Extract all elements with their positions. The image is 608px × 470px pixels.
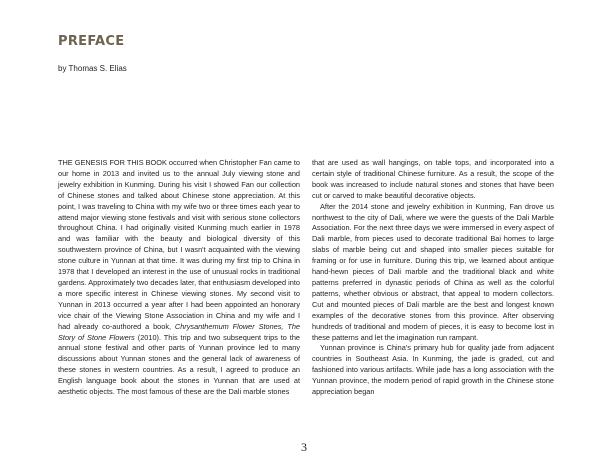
paragraph-text: THE GENESIS FOR THIS BOOK occurred when Christopher Fan came to our home in 2013 and invited us to the annual July viewing stone and jewelry exhibition in Kunming. During his visit I showed Fan our collection of Chinese stones and talked about Chinese stone appreciation. At this point, I was traveling to China with my wife two or three times each year to attend major viewing stone festivals and visit with serious stone collectors throughout China. I had originally visited Kunming much earlier in 1978 and was familiar with the beauty and biological diversity of this southwestern province of China, but I wasn't acquainted with the viewing stone culture in Yunnan at that time. It was during my first trip to China in 1978 that I developed an interest in the use of unusual rocks in traditional gardens. Approximately two decades later, that enthusiasm developed into a more specific interest in Chinese viewing stones. My second visit to Yunnan in 2013 occurred a year after I had been appointed an honorary vice chair of the Viewing Stone Association in China and my wife and I had already co-authored a book,	[58, 158, 300, 331]
paragraph-text: (2010). This trip and two subsequent trips to the annual stone festival and other parts of Yunnan province led to many discussions about Yunnan stones and the general lack of awareness of these stones in western countries. As a result, I agreed to produce an English language book about the stones in Yunnan that are used at aesthetic objects. The most famous of these are the Dali marble stones	[58, 332, 300, 397]
paragraph: Yunnan province is China's primary hub for quality jade from adjacent countries in Southeast Asia. In Kunming, the jade is graded, cut and fashioned into various artifacts. While jade has a long association with the Yunnan province, the modern period of rapid growth in the Chinese stone appreciation began	[312, 343, 554, 397]
author-byline: by Thomas S. Elias	[58, 64, 127, 73]
paragraph: After the 2014 stone and jewelry exhibition in Kunming, Fan drove us northwest to the city of Dali, where we were the guests of the Dali Marble Association. For the next three days we were immersed in every aspect of Dali marble, from pieces used to decorate traditional Bai homes to large slabs of marble being cut and shaped into smaller pieces suitable for framing or for use in furniture. During this trip, we learned about antique hand-hewn pieces of Dali marble and the traditional black and white patterns preferred in dynastic periods of China as well as the colorful patterns, whether obvious or abstract, that appeal to modern collectors. Cut and mounted pieces of Dali marble are the best and longest known examples of the decorative stones from this province. After observing hundreds of traditional and modern of pieces, it is easy to become lost in these patterns and let the imagination run rampant.	[312, 201, 554, 342]
book-title-italic: Chrysanthemum Flower Stones, The Story of Stone Flowers	[58, 321, 300, 342]
paragraph: that are used as wall hangings, on table tops, and incorporated into a certain style of traditional Chinese furniture. As a result, the scope of the book was increased to include natural stones and stones that have been cut or carved to make beautiful decorative objects.	[312, 158, 554, 200]
page-number: 3	[301, 440, 307, 454]
text-column-left	[58, 158, 300, 398]
text-column-right	[312, 158, 554, 398]
paragraph	[58, 158, 300, 398]
page-title: PREFACE	[58, 34, 125, 49]
